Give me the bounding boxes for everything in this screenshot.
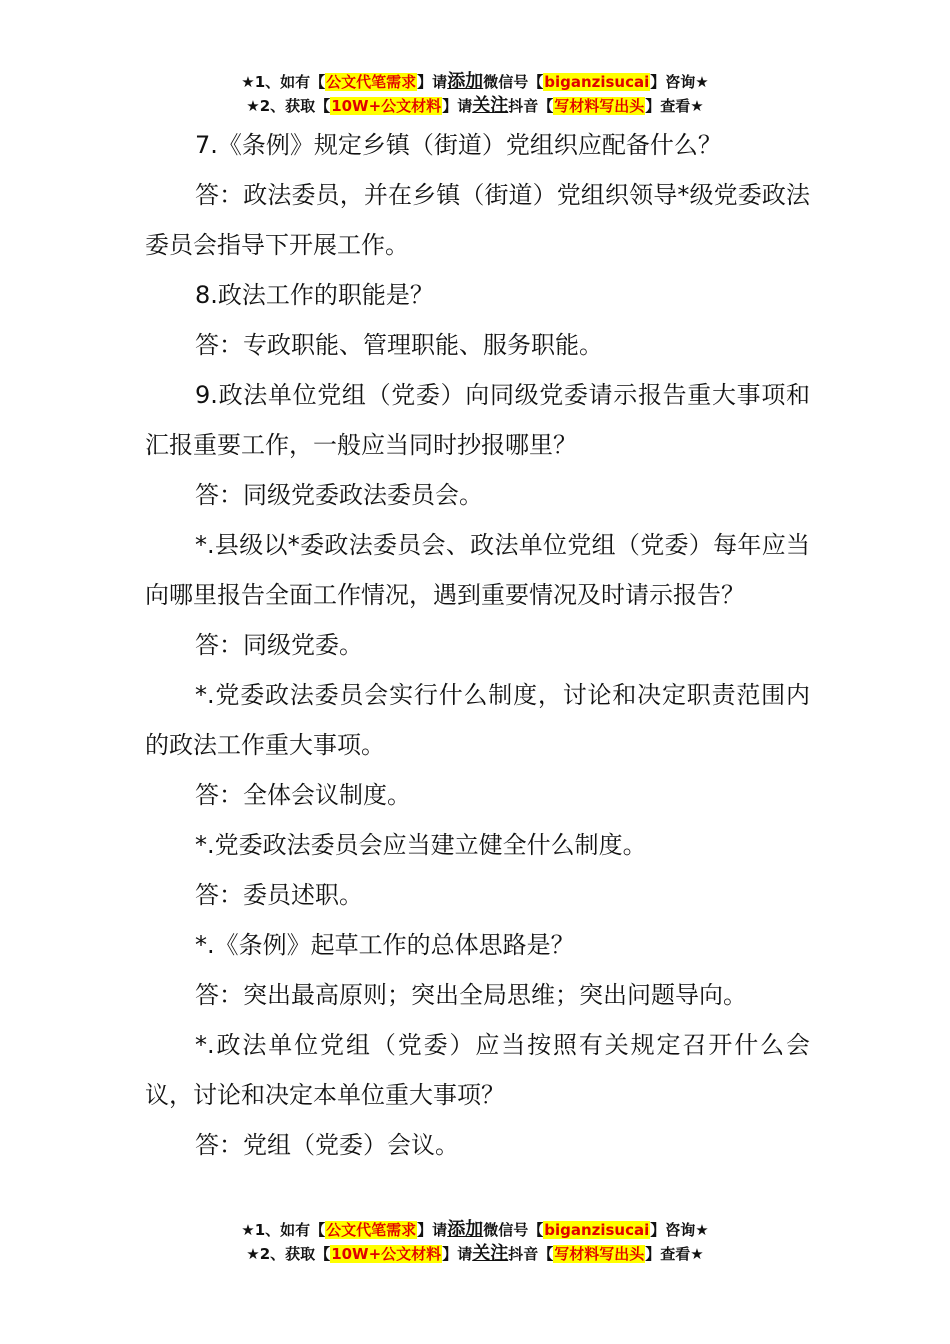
question-8: 8.政法工作的职能是？: [195, 281, 434, 309]
underlined-text: 添加: [447, 1219, 484, 1240]
top-promo-banner: [0, 70, 950, 118]
answer-12: 答：委员述职。: [195, 881, 363, 909]
star-icon: ★: [246, 97, 260, 115]
answer-9: 答：同级党委政法委员会。: [195, 481, 483, 509]
question-9: 9.政法单位党组（党委）向同级党委请示报告重大事项和汇报重要工作，一般应当同时抄报哪里？: [145, 381, 810, 459]
douyin-account: 写材料写出头: [554, 1245, 645, 1263]
star-icon: ★: [246, 1245, 260, 1263]
answer-8: 答：专政职能、管理职能、服务职能。: [195, 331, 603, 359]
star-icon: ★: [241, 1221, 255, 1239]
promo-line-2: ★2、获取【10W+公文材料】请关注抖音【写材料写出头】查看★: [246, 95, 704, 116]
highlight-text: 10W+公文材料: [331, 97, 442, 115]
promo-line-2: ★2、获取【10W+公文材料】请关注抖音【写材料写出头】查看★: [246, 1243, 704, 1264]
question-7: 7.《条例》规定乡镇（街道）党组织应配备什么？: [195, 131, 722, 159]
underlined-text: 添加: [447, 71, 484, 92]
qa-document-body: [145, 120, 810, 1170]
answer-10: 答：同级党委。: [195, 631, 363, 659]
promo-line-1: ★1、如有【公文代笔需求】请添加微信号【biganzisucai】咨询★: [241, 71, 709, 92]
question-13: *.《条例》起草工作的总体思路是？: [195, 931, 575, 959]
question-10: *.县级以*委政法委员会、政法单位党组（党委）每年应当向哪里报告全面工作情况，遇到重要情况及时请示报告？: [145, 531, 810, 609]
answer-7: 答：政法委员，并在乡镇（街道）党组织领导*级党委政法委员会指导下开展工作。: [145, 181, 810, 259]
wechat-id: biganzisucai: [544, 73, 650, 91]
underlined-text: 关注: [472, 95, 509, 116]
question-12: *.党委政法委员会应当建立健全什么制度。: [195, 831, 647, 859]
star-icon: ★: [241, 73, 255, 91]
question-11: *.党委政法委员会实行什么制度，讨论和决定职责范围内的政法工作重大事项。: [145, 681, 810, 759]
highlight-text: 公文代笔需求: [326, 73, 417, 91]
question-14: *.政法单位党组（党委）应当按照有关规定召开什么会议，讨论和决定本单位重大事项？: [145, 1031, 810, 1109]
highlight-text: 公文代笔需求: [326, 1221, 417, 1239]
highlight-text: 10W+公文材料: [331, 1245, 442, 1263]
underlined-text: 关注: [472, 1243, 509, 1264]
bottom-promo-banner: [0, 1218, 950, 1266]
answer-13: 答：突出最高原则；突出全局思维；突出问题导向。: [195, 981, 747, 1009]
answer-14: 答：党组（党委）会议。: [195, 1131, 459, 1159]
answer-11: 答：全体会议制度。: [195, 781, 411, 809]
douyin-account: 写材料写出头: [554, 97, 645, 115]
promo-line-1: ★1、如有【公文代笔需求】请添加微信号【biganzisucai】咨询★: [241, 1219, 709, 1240]
wechat-id: biganzisucai: [544, 1221, 650, 1239]
